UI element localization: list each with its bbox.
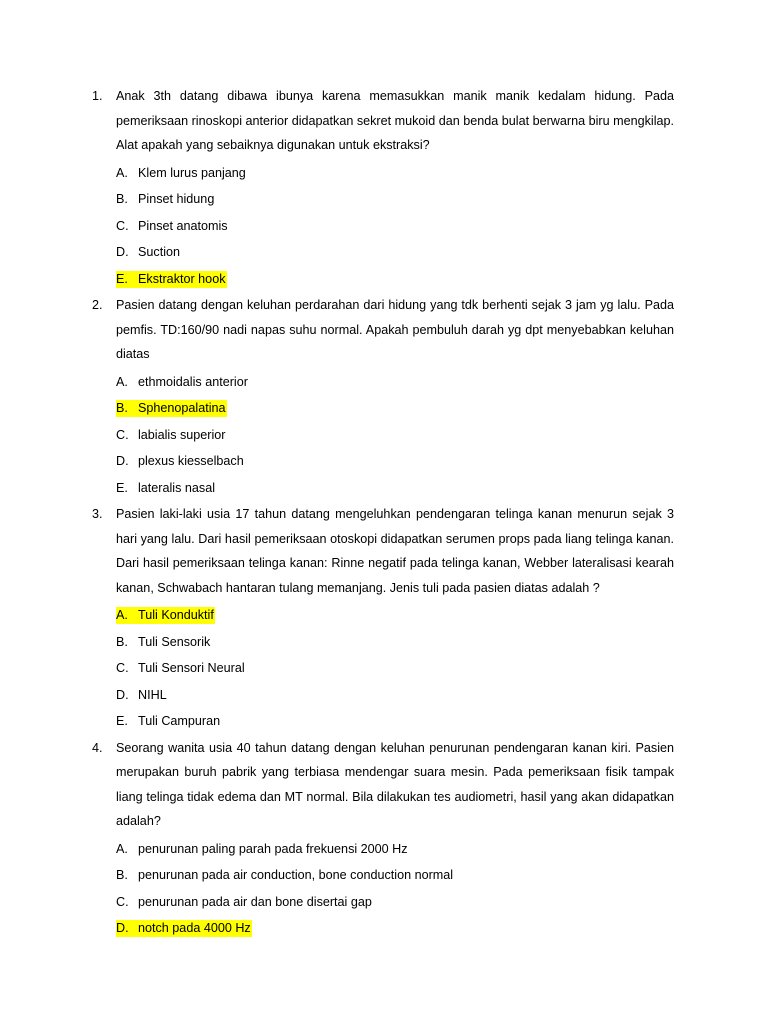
option-letter: B. (116, 868, 128, 882)
option-a (116, 836, 674, 863)
question-4 (92, 736, 674, 942)
option-text: Ekstraktor hook (138, 271, 226, 286)
option-text: Tuli Sensorik (138, 634, 211, 649)
question-text: Anak 3th datang dibawa ibunya karena memasukkan manik manik kedalam hidung. Pada pemeriksaan rinoskopi anterior didapatkan sekret mukoid dan benda bulat berwarna biru mengkilap. Alat apakah yang sebaiknya digunakan untuk ekstraksi? (116, 89, 674, 152)
option-d (116, 448, 674, 475)
option-c (116, 422, 674, 449)
option-b (116, 186, 674, 213)
option-a (116, 602, 674, 629)
question-number: 1. (92, 89, 103, 103)
option-text: ethmoidalis anterior (138, 374, 248, 389)
option-letter: D. (116, 687, 129, 702)
option-text: NIHL (138, 687, 167, 702)
option-e (116, 266, 674, 293)
option-letter: E. (116, 271, 128, 286)
option-e (116, 708, 674, 735)
question-number: 2. (92, 298, 103, 312)
question-text: Pasien datang dengan keluhan perdarahan dari hidung yang tdk berhenti sejak 3 jam yg lalu. Pada pemfis. TD:160/90 nadi napas suhu normal. Apakah pembuluh darah yg dpt menyebabkan keluhan diatas (116, 298, 674, 361)
option-c (116, 213, 674, 240)
option-letter: D. (116, 245, 129, 259)
option-d (116, 915, 674, 942)
option-b (116, 395, 674, 422)
option-text: Sphenopalatina (138, 401, 226, 415)
question-text: Seorang wanita usia 40 tahun datang dengan keluhan penurunan pendengaran kanan kiri. Pasien merupakan buruh pabrik yang terbiasa mendengar suara mesin. Pada pemeriksaan fisik tampak liang telinga tidak edema dan MT normal. Bila dilakukan tes audiometri, hasil yang akan didapatkan adalah? (116, 740, 674, 828)
option-text: labialis superior (138, 427, 226, 442)
option-text: Tuli Konduktif (138, 608, 214, 622)
option-text: penurunan pada air conduction, bone conduction normal (138, 868, 454, 882)
option-letter: C. (116, 218, 129, 233)
option-a (116, 160, 674, 187)
option-letter: E. (116, 480, 128, 495)
option-list (116, 369, 674, 502)
option-letter: E. (116, 714, 128, 728)
option-letter: D. (116, 454, 129, 468)
option-list (116, 836, 674, 942)
option-d (116, 682, 674, 709)
option-text: Pinset anatomis (138, 218, 228, 233)
option-list (116, 160, 674, 293)
option-letter: C. (116, 661, 129, 675)
option-letter: C. (116, 894, 129, 909)
option-text: Tuli Campuran (138, 714, 221, 728)
option-text: penurunan pada air dan bone disertai gap (138, 894, 372, 909)
question-number: 3. (92, 507, 103, 521)
option-text: notch pada 4000 Hz (138, 921, 251, 935)
option-a (116, 369, 674, 396)
option-text: Tuli Sensori Neural (138, 661, 245, 675)
option-letter: A. (116, 608, 128, 622)
option-d (116, 239, 674, 266)
option-letter: A. (116, 841, 128, 856)
option-text: plexus kiesselbach (138, 454, 244, 468)
option-text: Klem lurus panjang (138, 165, 246, 180)
question-text: Pasien laki-laki usia 17 tahun datang mengeluhkan pendengaran telinga kanan menurun sejak 3 hari yang lalu. Dari hasil pemeriksaan otoskopi didapatkan serumen props pada liang telinga kanan. Dari hasil pemeriksaan telinga kanan: Rinne negatif pada telinga kanan, Webber lateralisasi kearah kanan, Schwabach hantaran tulang memanjang. Jenis tuli pada pasien diatas adalah ? (116, 507, 674, 595)
option-b (116, 629, 674, 656)
option-text: lateralis nasal (138, 480, 216, 495)
question-1 (92, 84, 674, 292)
option-letter: B. (116, 192, 128, 206)
option-letter: B. (116, 634, 128, 649)
option-letter: A. (116, 165, 128, 180)
option-text: penurunan paling parah pada frekuensi 2000 Hz (138, 841, 408, 856)
option-letter: B. (116, 401, 128, 415)
option-b (116, 862, 674, 889)
option-c (116, 655, 674, 682)
option-text: Pinset hidung (138, 192, 215, 206)
question-number: 4. (92, 740, 103, 755)
option-letter: A. (116, 374, 128, 389)
question-3 (92, 502, 674, 735)
option-c (116, 889, 674, 916)
option-e (116, 475, 674, 502)
option-list (116, 602, 674, 735)
option-letter: D. (116, 921, 129, 935)
question-2 (92, 293, 674, 501)
option-text: Suction (138, 245, 181, 259)
option-letter: C. (116, 427, 129, 442)
